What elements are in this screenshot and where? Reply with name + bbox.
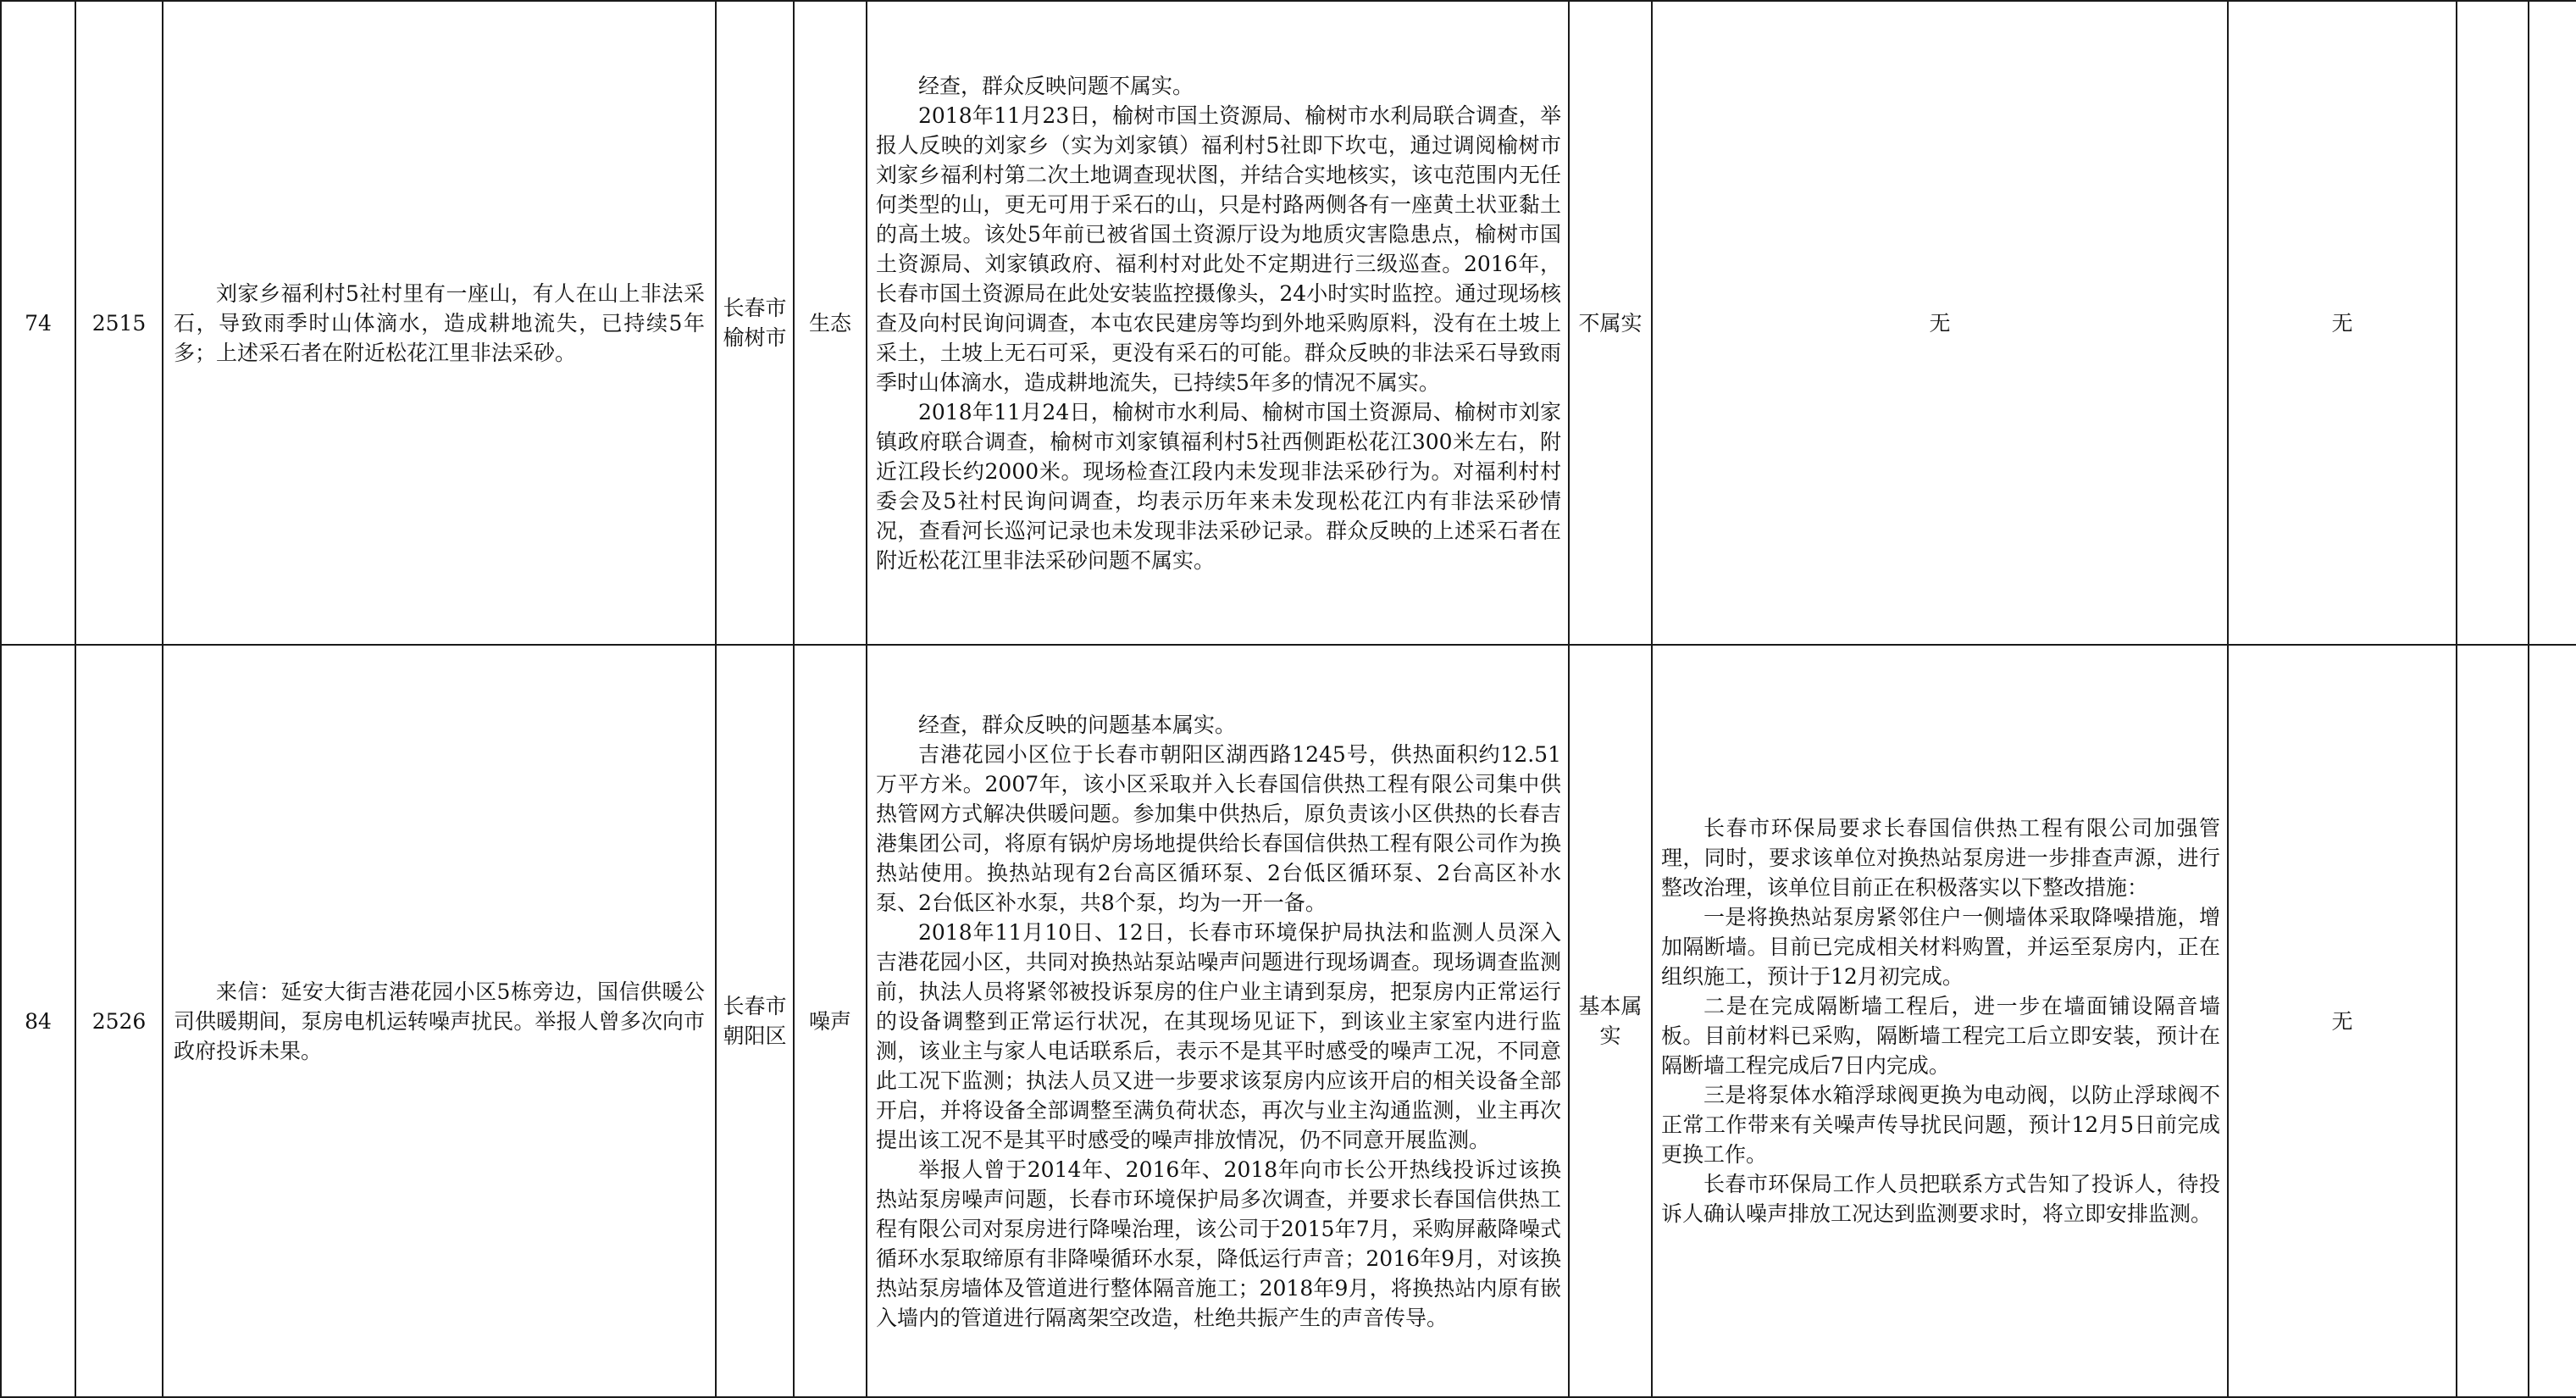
verdict-cell: 不属实	[1569, 1, 1652, 645]
complaint-content-cell	[163, 645, 716, 1397]
case-code-cell: 2515	[75, 1, 163, 645]
empty-cell	[2457, 1, 2529, 645]
findings-paragraph: 2018年11月10日、12日，长春市环境保护局执法和监测人员深入吉港花园小区，共同对换热站泵站噪声问题进行现场调查。现场调查监测前，执法人员将紧邻被投诉泵房的住户业主请到泵房，把泵房内正常运行的设备调整到正常运行状况，在其现场见证下，到该业主家室内进行监测，该业主与家人电话联系后，表示不是其平时感受的噪声工况，不同意此工况下监测；执法人员又进一步要求该泵房内应该开启的相关设备全部开启，并将设备全部调整至满负荷状态，再次与业主沟通监测，业主再次提出该工况不是其平时感受的噪声排放情况，仍不同意开展监测。	[876, 919, 1561, 1152]
complaint-text: 刘家乡福利村5社村里有一座山，有人在山上非法采石，导致雨季时山体滴水，造成耕地流失，已持续5年多；上述采石者在附近松花江里非法采砂。	[174, 280, 705, 365]
rectification-paragraph: 一是将换热站泵房紧邻住户一侧墙体采取降噪措施，增加隔断墙。目前已完成相关材料购置，并运至泵房内，正在组织施工，预计于12月初完成。	[1661, 905, 2220, 989]
accountability-cell: 无	[2228, 1, 2457, 645]
complaint-text: 来信：延安大街吉港花园小区5栋旁边，国信供暖公司供暖期间，泵房电机运转噪声扰民。举报人曾多次向市政府投诉未果。	[174, 979, 705, 1063]
findings-paragraph: 2018年11月23日，榆树市国土资源局、榆树市水利局联合调查，举报人反映的刘家乡（实为刘家镇）福利村5社即下坎屯，通过调阅榆树市刘家乡福利村第二次土地调查现状图，并结合实地核实，该屯范围内无任何类型的山，更无可用于采石的山，只是村路两侧各有一座黄土状亚黏土的高土坡。该处5年前已被省国土资源厅设为地质灾害隐患点，榆树市国土资源局、刘家镇政府、福利村对此处不定期进行三级巡查。2016年，长春市国土资源局在此处安装监控摄像头，24小时实时监控。通过现场核查及向村民询问调查，本屯农民建房等均到外地采购原料，没有在土坡上采土，土坡上无石可采，更没有采石的可能。群众反映的非法采石导致雨季时山体滴水，造成耕地流失，已持续5年多的情况不属实。	[876, 103, 1561, 395]
findings-cell	[867, 1, 1569, 645]
region-cell: 长春市朝阳区	[716, 645, 794, 1397]
rectification-paragraph: 三是将泵体水箱浮球阀更换为电动阀，以防止浮球阀不正常工作带来有关噪声传导扰民问题，预计12月5日前完成更换工作。	[1661, 1083, 2220, 1167]
row-index-cell: 74	[1, 1, 75, 645]
rectification-cell	[1652, 645, 2228, 1397]
table-row	[1, 645, 2576, 1397]
empty-cell	[2529, 1, 2576, 645]
verdict-cell: 基本属实	[1569, 645, 1652, 1397]
empty-cell	[2457, 645, 2529, 1397]
rectification-cell: 无	[1652, 1, 2228, 645]
region-cell: 长春市榆树市	[716, 1, 794, 645]
accountability-cell: 无	[2228, 645, 2457, 1397]
findings-paragraph: 吉港花园小区位于长春市朝阳区湖西路1245号，供热面积约12.51万平方米。2007年，该小区采取并入长春国信供热工程有限公司集中供热管网方式解决供暖问题。参加集中供热后，原负责该小区供热的长春吉港集团公司，将原有锅炉房场地提供给长春国信供热工程有限公司作为换热站使用。换热站现有2台高区循环泵、2台低区循环泵、2台高区补水泵、2台低区补水泵，共8个泵，均为一开一备。	[876, 741, 1561, 915]
case-code-cell: 2526	[75, 645, 163, 1397]
complaint-content-cell	[163, 1, 716, 645]
findings-paragraph: 经查，群众反映问题不属实。	[918, 73, 1194, 98]
table-row	[1, 1, 2576, 645]
findings-paragraph: 举报人曾于2014年、2016年、2018年向市长公开热线投诉过该换热站泵房噪声问题，长春市环境保护局多次调查，并要求长春国信供热工程有限公司对泵房进行降噪治理，该公司于2015年7月，采购屏蔽降噪式循环水泵取缔原有非降噪循环水泵，降低运行声音；2016年9月，对该换热站泵房墙体及管道进行整体隔音施工；2018年9月，将换热站内原有嵌入墙内的管道进行隔离架空改造，杜绝共振产生的声音传导。	[876, 1157, 1561, 1330]
rectification-paragraph: 二是在完成隔断墙工程后，进一步在墙面铺设隔音墙板。目前材料已采购，隔断墙工程完工后立即安装，预计在隔断墙工程完成后7日内完成。	[1661, 994, 2220, 1078]
rectification-paragraph: 长春市环保局要求长春国信供热工程有限公司加强管理，同时，要求该单位对换热站泵房进一步排查声源，进行整改治理，该单位目前正在积极落实以下整改措施：	[1661, 816, 2220, 900]
category-cell: 生态	[794, 1, 867, 645]
empty-cell	[2529, 645, 2576, 1397]
findings-paragraph: 经查，群众反映的问题基本属实。	[918, 712, 1237, 737]
rectification-paragraph: 长春市环保局工作人员把联系方式告知了投诉人，待投诉人确认噪声排放工况达到监测要求时，将立即安排监测。	[1661, 1172, 2220, 1226]
findings-paragraph: 2018年11月24日，榆树市水利局、榆树市国土资源局、榆树市刘家镇政府联合调查，榆树市刘家镇福利村5社西侧距松花江300米左右，附近江段长约2000米。现场检查江段内未发现非法采砂行为。对福利村村委会及5社村民询问调查，均表示历年来未发现松花江内有非法采砂情况，查看河长巡河记录也未发现非法采砂记录。群众反映的上述采石者在附近松花江里非法采砂问题不属实。	[876, 399, 1561, 573]
findings-cell	[867, 645, 1569, 1397]
category-cell: 噪声	[794, 645, 867, 1397]
row-index-cell: 84	[1, 645, 75, 1397]
